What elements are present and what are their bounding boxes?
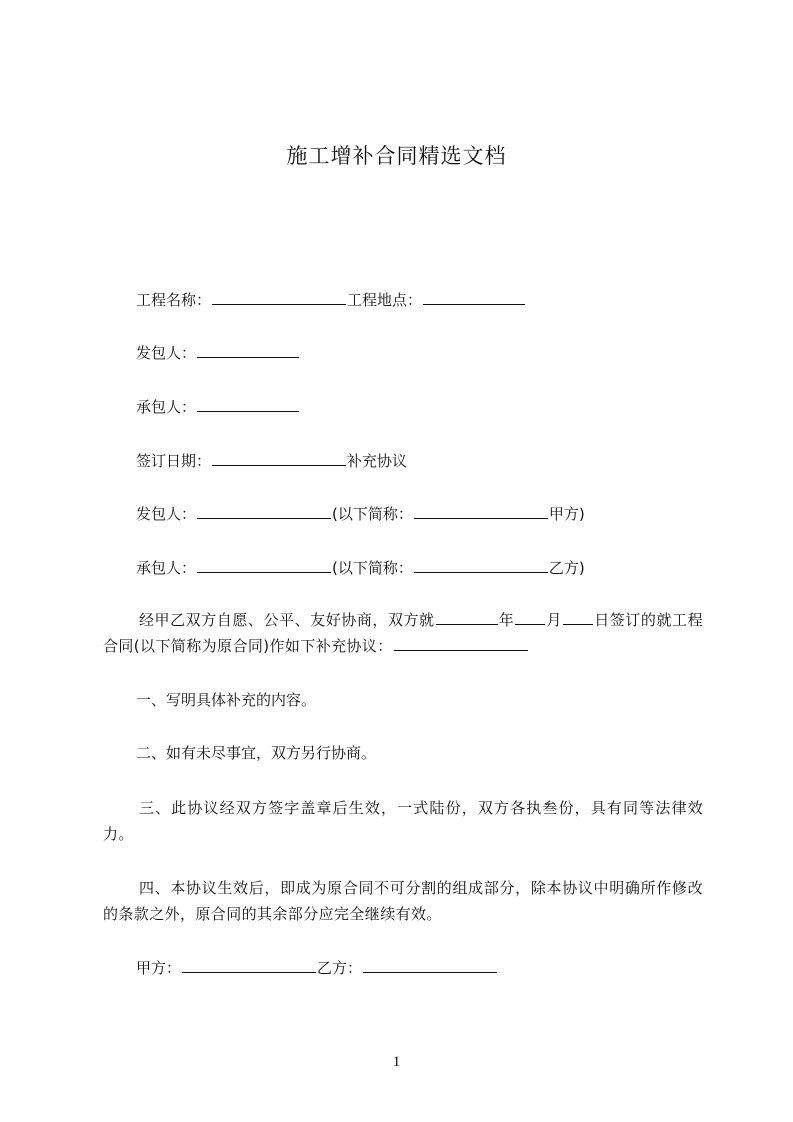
intro-paragraph [103,607,703,659]
sign-date-blank [212,451,346,466]
project-info-line [136,289,526,311]
party-b-end: 乙方) [548,559,585,577]
sign-date-line [136,450,407,472]
document-title: 施工增补合同精选文档 [286,144,507,168]
page-number: 1 [392,1054,401,1070]
party-a-line [136,503,585,525]
party-b-mid: (以下简称： [332,559,413,577]
project-name-blank [212,290,346,305]
signature-party-a-blank [182,958,316,973]
project-location-blank [423,290,525,305]
party-b-label: 承包人： [136,559,197,577]
sign-date-suffix: 补充协议 [347,452,408,470]
party-a-label: 发包人： [136,505,197,523]
signature-party-b-label: 乙方： [317,959,363,977]
clause-2: 二、如有未尽事宜，双方另行协商。 [136,744,377,762]
employer-label: 发包人： [136,344,197,362]
contractor-label: 承包人： [136,398,197,416]
intro-month: 月 [546,611,563,629]
party-a-end: 甲方) [548,505,585,523]
contractor-blank [197,397,299,412]
contractor-line [136,396,300,418]
intro-part1: 经甲乙双方自愿、公平、友好协商，双方就 [139,611,435,629]
intro-month-blank [515,610,545,625]
signature-line [136,957,498,979]
party-a-short-blank [414,504,548,519]
party-b-short-blank [414,558,548,573]
intro-day-blank [436,610,498,625]
intro-year: 年 [498,611,515,629]
party-a-blank [197,504,331,519]
employer-line [136,342,300,364]
employer-blank [197,343,299,358]
party-a-mid: (以下简称： [332,505,413,523]
clause-3: 三、此协议经双方签字盖章后生效，一式陆份，双方各执叁份，具有同等法律效力。 [103,799,703,843]
party-b-line [136,557,585,579]
intro-date-blank [563,610,593,625]
clause-4: 四、本协议生效后，即成为原合同不可分割的组成部分，除本协议中明确所作修改的条款之外，原合同的其余部分应完全继续有效。 [103,879,703,923]
signature-party-b-blank [363,958,497,973]
clause-1: 一、写明具体补充的内容。 [136,691,317,709]
project-location-label: 工程地点： [347,291,423,309]
intro-part2: 日签订的就工程合同(以下简称为原合同)作如下补充协议： [103,611,703,655]
party-b-blank [197,558,331,573]
sign-date-label: 签订日期： [136,452,212,470]
signature-party-a-label: 甲方： [136,959,182,977]
intro-end-blank [394,636,528,651]
project-name-label: 工程名称： [136,291,212,309]
